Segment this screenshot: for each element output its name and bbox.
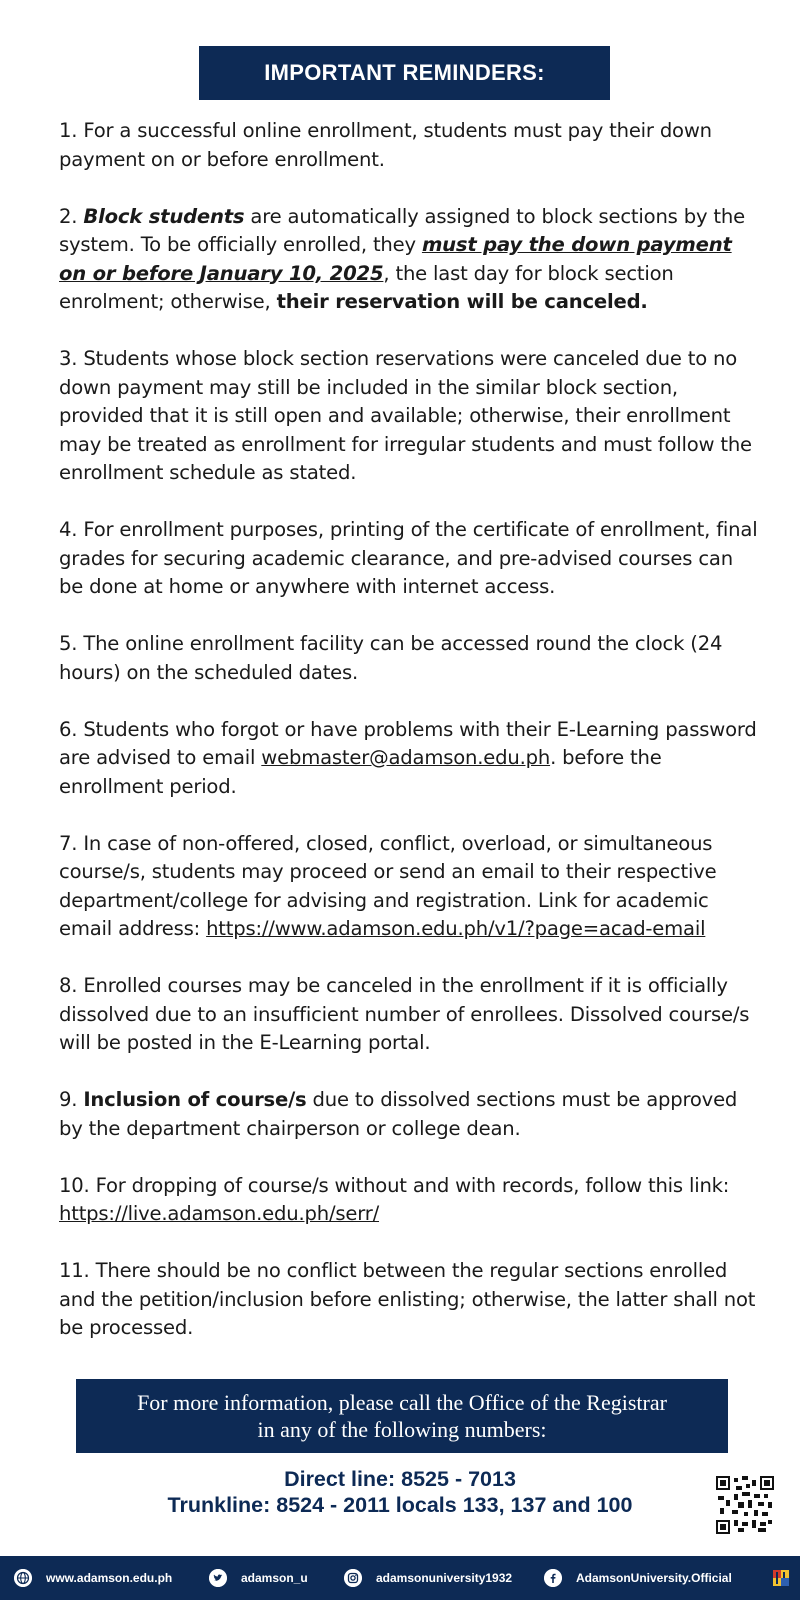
reminder-9-prefix: 9. [59,1088,84,1111]
trunk-line: Trunkline: 8524 - 2011 locals 133, 137 and 100 [167,1493,633,1517]
reminder-9-text: due to dissolved sections must be approved by the department chairperson or college dean. [59,1088,738,1140]
reminder-7-text: 7. In case of non-offered, closed, conflict, overload, or simultaneous course/s, students may proceed or send an email to their respective department/college for advising and registration. Link for academic email address: [59,831,717,940]
footer-instagram[interactable] [344,1556,512,1600]
qr-code-icon [716,1476,774,1534]
instagram-icon [344,1569,362,1587]
facebook-icon [544,1569,562,1587]
footer-facebook[interactable] [544,1556,732,1600]
page-title-text: IMPORTANT REMINDERS: [264,60,545,85]
footer-bar [0,1556,800,1600]
footer-website[interactable] [14,1556,172,1600]
reminder-item-7 [59,830,759,944]
reminders-list [59,117,759,1343]
reminder-2-deadline-emphasis: must pay the down payment on or before January 10, 2025 [59,233,732,285]
info-banner [76,1379,728,1453]
info-line-1: For more information, please call the Office of the Registrar [137,1390,667,1415]
reminder-5-text: 5. The online enrollment facility can be accessed round the clock (24 hours) on the scheduled dates. [59,632,723,684]
reminder-item-5 [59,630,759,687]
reminder-2-bold-canceled: their reservation will be canceled. [276,290,648,313]
reminder-2-text-b: , the last day for block section enrolment; otherwise, [59,261,674,313]
reminder-1-text: 1. For a successful online enrollment, students must pay their down payment on or before enrollment. [59,119,712,171]
reminder-3-text: 3. Students whose block section reservations were canceled due to no down payment may still be included in the similar block section, provided that it is still open and available; otherwise, their enrollment may be treated as enrollment for irregular students and must follow the enrollment schedule as stated. [59,347,752,484]
reminder-item-4 [59,516,759,602]
twitter-icon [209,1569,227,1587]
webmaster-email-link[interactable]: webmaster@adamson.edu.ph [261,746,551,769]
reminder-item-6 [59,716,759,802]
reminder-item-9 [59,1086,759,1143]
reminder-2-prefix: 2. [59,204,84,228]
info-line-2: in any of the following numbers: [257,1417,547,1442]
globe-icon [14,1569,32,1587]
footer-twitter[interactable] [209,1556,308,1600]
reminder-9-bold-inclusion: Inclusion of course/s [83,1088,307,1111]
reminder-item-10 [59,1172,759,1229]
reminder-item-8 [59,972,759,1058]
reminder-4-text: 4. For enrollment purposes, printing of the certificate of enrollment, final grades for securing academic clearance, and pre-advised courses can be done at home or anywhere with internet access. [59,518,758,598]
contact-numbers [0,1466,800,1518]
reminder-6-text-a: 6. Students who forgot or have problems with their E-Learning password are advised to email [59,717,757,769]
serr-link[interactable]: https://live.adamson.edu.ph/serr/ [59,1202,380,1225]
reminder-8-text: 8. Enrolled courses may be canceled in the enrollment if it is officially dissolved due to an insufficient number of enrollees. Dissolved course/s will be posted in the E-Learning portal. [59,974,750,1054]
website-text: www.adamson.edu.ph [46,1571,173,1585]
direct-line: Direct line: 8525 - 7013 [284,1467,516,1491]
reminder-item-1 [59,117,759,174]
university-logo-icon [771,1568,791,1588]
reminder-item-11 [59,1257,759,1343]
academic-email-link[interactable]: https://www.adamson.edu.ph/v1/?page=acad-email [206,917,706,940]
reminder-6-text-b: . before the enrollment period. [59,746,662,798]
reminder-2-text-a: are automatically assigned to block sections by the system. To be officially enrolled, they [59,204,745,256]
reminder-item-2 [59,203,759,317]
twitter-handle: adamson_u [241,1571,308,1585]
facebook-handle: AdamsonUniversity.Official [576,1571,732,1585]
reminder-10-text: 10. For dropping of course/s without and with records, follow this link: [59,1173,730,1197]
reminder-2-bold-block-students: Block students [83,204,245,228]
reminder-item-3 [59,345,759,488]
instagram-handle: adamsonuniversity1932 [376,1571,513,1585]
page-title [199,46,610,100]
reminder-11-text: 11. There should be no conflict between the regular sections enrolled and the petition/inclusion before enlisting; otherwise, the latter shall not be processed. [59,1259,756,1339]
